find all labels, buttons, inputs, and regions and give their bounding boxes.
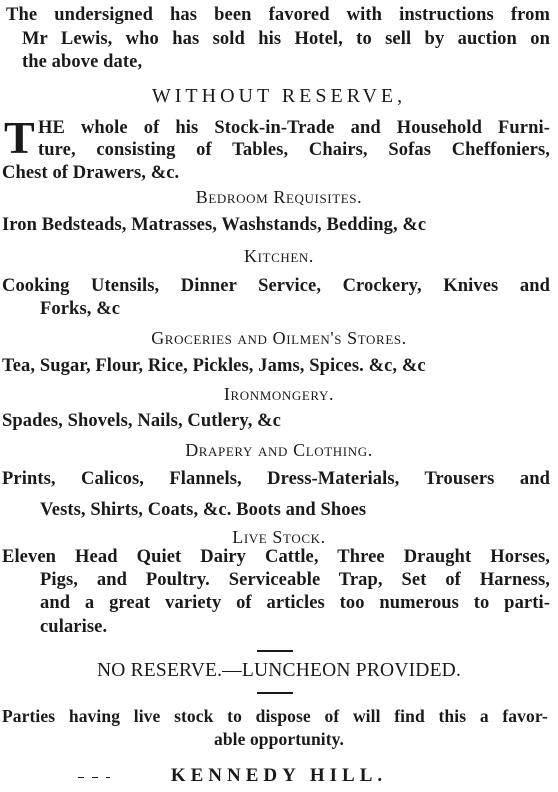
livestock-line-3: and a great variety of articles too numerous to parti- xyxy=(40,593,550,613)
livestock-line-4: cularise. xyxy=(40,617,108,637)
stock-line-1: HE whole of his Stock-in-Trade and Household Furni- xyxy=(38,118,550,138)
ironmongery-items: Spades, Shovels, Nails, Cutlery, &c xyxy=(2,411,281,431)
parties-line-1: Parties having live stock to dispose of will find this a favor- xyxy=(2,706,548,726)
groceries-items: Tea, Sugar, Flour, Rice, Pickles, Jams, Spices. &c, &c xyxy=(2,356,426,376)
intro-line-1: The undersigned has been favored with instructions from xyxy=(6,5,550,25)
drop-cap: T xyxy=(4,112,35,163)
drapery-line-1: Prints, Calicos, Flannels, Dress-Materials, Trousers and xyxy=(2,469,550,489)
drapery-line-2: Vests, Shirts, Coats, &c. Boots and Shoes xyxy=(40,500,367,520)
parties-line-2: able opportunity. xyxy=(213,729,345,749)
drapery-heading: Drapery and Clothing. xyxy=(185,440,373,460)
kitchen-line-2: Forks, &c xyxy=(40,299,121,319)
intro-line-2: Mr Lewis, who has sold his Hotel, to sell by auction on xyxy=(22,29,550,49)
livestock-line-2: Pigs, and Poultry. Serviceable Trap, Set of Harness, xyxy=(40,570,550,590)
section-divider-bottom xyxy=(257,692,293,694)
livestock-line-1: Eleven Head Quiet Dairy Cattle, Three Draught Horses, xyxy=(2,547,550,567)
signature: KENNEDY HILL. xyxy=(170,765,388,786)
livestock-heading: Live Stock. xyxy=(232,527,326,547)
stock-line-2: ture, consisting of Tables, Chairs, Sofas Cheffoniers, xyxy=(38,140,550,160)
stock-line-3: Chest of Drawers, &c. xyxy=(2,163,180,183)
bedroom-items: Iron Bedsteads, Matrasses, Washstands, Bedding, &c xyxy=(2,215,427,235)
kitchen-heading: Kitchen. xyxy=(244,246,314,266)
intro-line-3: the above date, xyxy=(22,52,143,72)
section-divider-top xyxy=(257,650,293,652)
without-reserve-heading: WITHOUT RESERVE, xyxy=(151,85,407,107)
bedroom-heading: Bedroom Requisites. xyxy=(195,187,363,207)
ironmongery-heading: Ironmongery. xyxy=(223,384,335,404)
groceries-heading: Groceries and Oilmen's Stores. xyxy=(151,328,407,348)
no-reserve-heading: NO RESERVE.—LUNCHEON PROVIDED. xyxy=(96,660,462,681)
kitchen-line-1: Cooking Utensils, Dinner Service, Crockery, Knives and xyxy=(2,276,550,296)
